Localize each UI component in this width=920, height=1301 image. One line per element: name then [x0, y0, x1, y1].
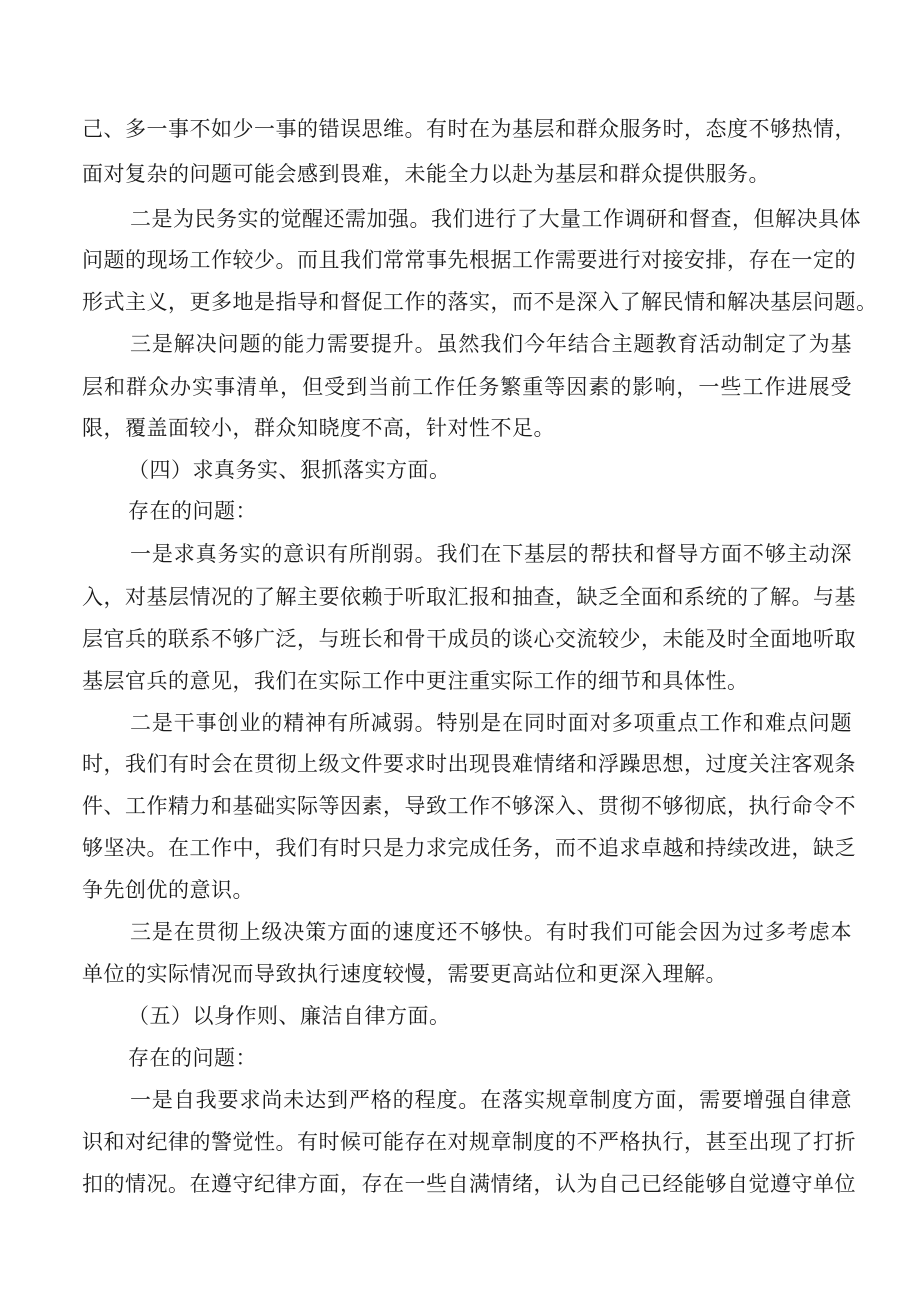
- paragraph-start-line: 一是自我要求尚未达到严格的程度。在落实规章制度方面，需要增强自律意: [130, 1088, 852, 1112]
- text-line: 问题的现场工作较少。而且我们常常事先根据工作需要进行对接安排，存在一定的: [82, 248, 856, 272]
- section-heading: （四）求真务实、狠抓落实方面。: [128, 458, 451, 482]
- problems-label: 存在的问题：: [128, 499, 257, 523]
- text-line: 够坚决。在工作中，我们有时只是力求完成任务，而不追求卓越和持续改进，缺乏: [82, 836, 856, 860]
- text-line: 面对复杂的问题可能会感到畏难，未能全力以赴为基层和群众提供服务。: [82, 162, 770, 186]
- section-heading: （五）以身作则、廉洁自律方面。: [128, 1004, 451, 1028]
- text-line: 己、多一事不如少一事的错误思维。有时在为基层和群众服务时，态度不够热情，: [82, 117, 856, 141]
- paragraph-start-line: 二是为民务实的觉醒还需加强。我们进行了大量工作调研和督查，但解决具体: [130, 207, 861, 231]
- paragraph-start-line: 三是在贯彻上级决策方面的速度还不够快。有时我们可能会因为过多考虑本: [130, 920, 852, 944]
- text-line: 基层官兵的意见，我们在实际工作中更注重实际工作的细节和具体性。: [82, 669, 749, 693]
- paragraph-start-line: 一是求真务实的意识有所削弱。我们在下基层的帮扶和督导方面不够主动深: [130, 542, 852, 566]
- text-line: 限，覆盖面较小，群众知晓度不高，针对性不足。: [82, 416, 555, 440]
- text-line: 扣的情况。在遵守纪律方面，存在一些自满情绪，认为自己已经能够自觉遵守单位: [82, 1172, 856, 1196]
- text-line: 识和对纪律的警觉性。有时候可能存在对规章制度的不严格执行，甚至出现了打折: [82, 1130, 856, 1154]
- paragraph-start-line: 二是干事创业的精神有所减弱。特别是在同时面对多项重点工作和难点问题: [130, 711, 852, 735]
- problems-label: 存在的问题：: [128, 1046, 257, 1070]
- text-line: 层和群众办实事清单，但受到当前工作任务繁重等因素的影响，一些工作进展受: [82, 375, 852, 399]
- paragraph-start-line: 三是解决问题的能力需要提升。虽然我们今年结合主题教育活动制定了为基: [130, 332, 852, 356]
- text-line: 件、工作精力和基础实际等因素，导致工作不够深入、贯彻不够彻底，执行命令不: [82, 794, 856, 818]
- text-line: 时，我们有时会在贯彻上级文件要求时出现畏难情绪和浮躁思想，过度关注客观条: [82, 752, 856, 776]
- text-line: 单位的实际情况而导致执行速度较慢，需要更高站位和更深入理解。: [82, 962, 727, 986]
- text-line: 形式主义，更多地是指导和督促工作的落实，而不是深入了解民情和解决基层问题。: [82, 290, 878, 314]
- text-line: 入，对基层情况的了解主要依赖于听取汇报和抽查，缺乏全面和系统的了解。与基: [82, 585, 856, 609]
- text-line: 层官兵的联系不够广泛，与班长和骨干成员的谈心交流较少，未能及时全面地听取: [82, 627, 856, 651]
- text-line: 争先创优的意识。: [82, 878, 254, 902]
